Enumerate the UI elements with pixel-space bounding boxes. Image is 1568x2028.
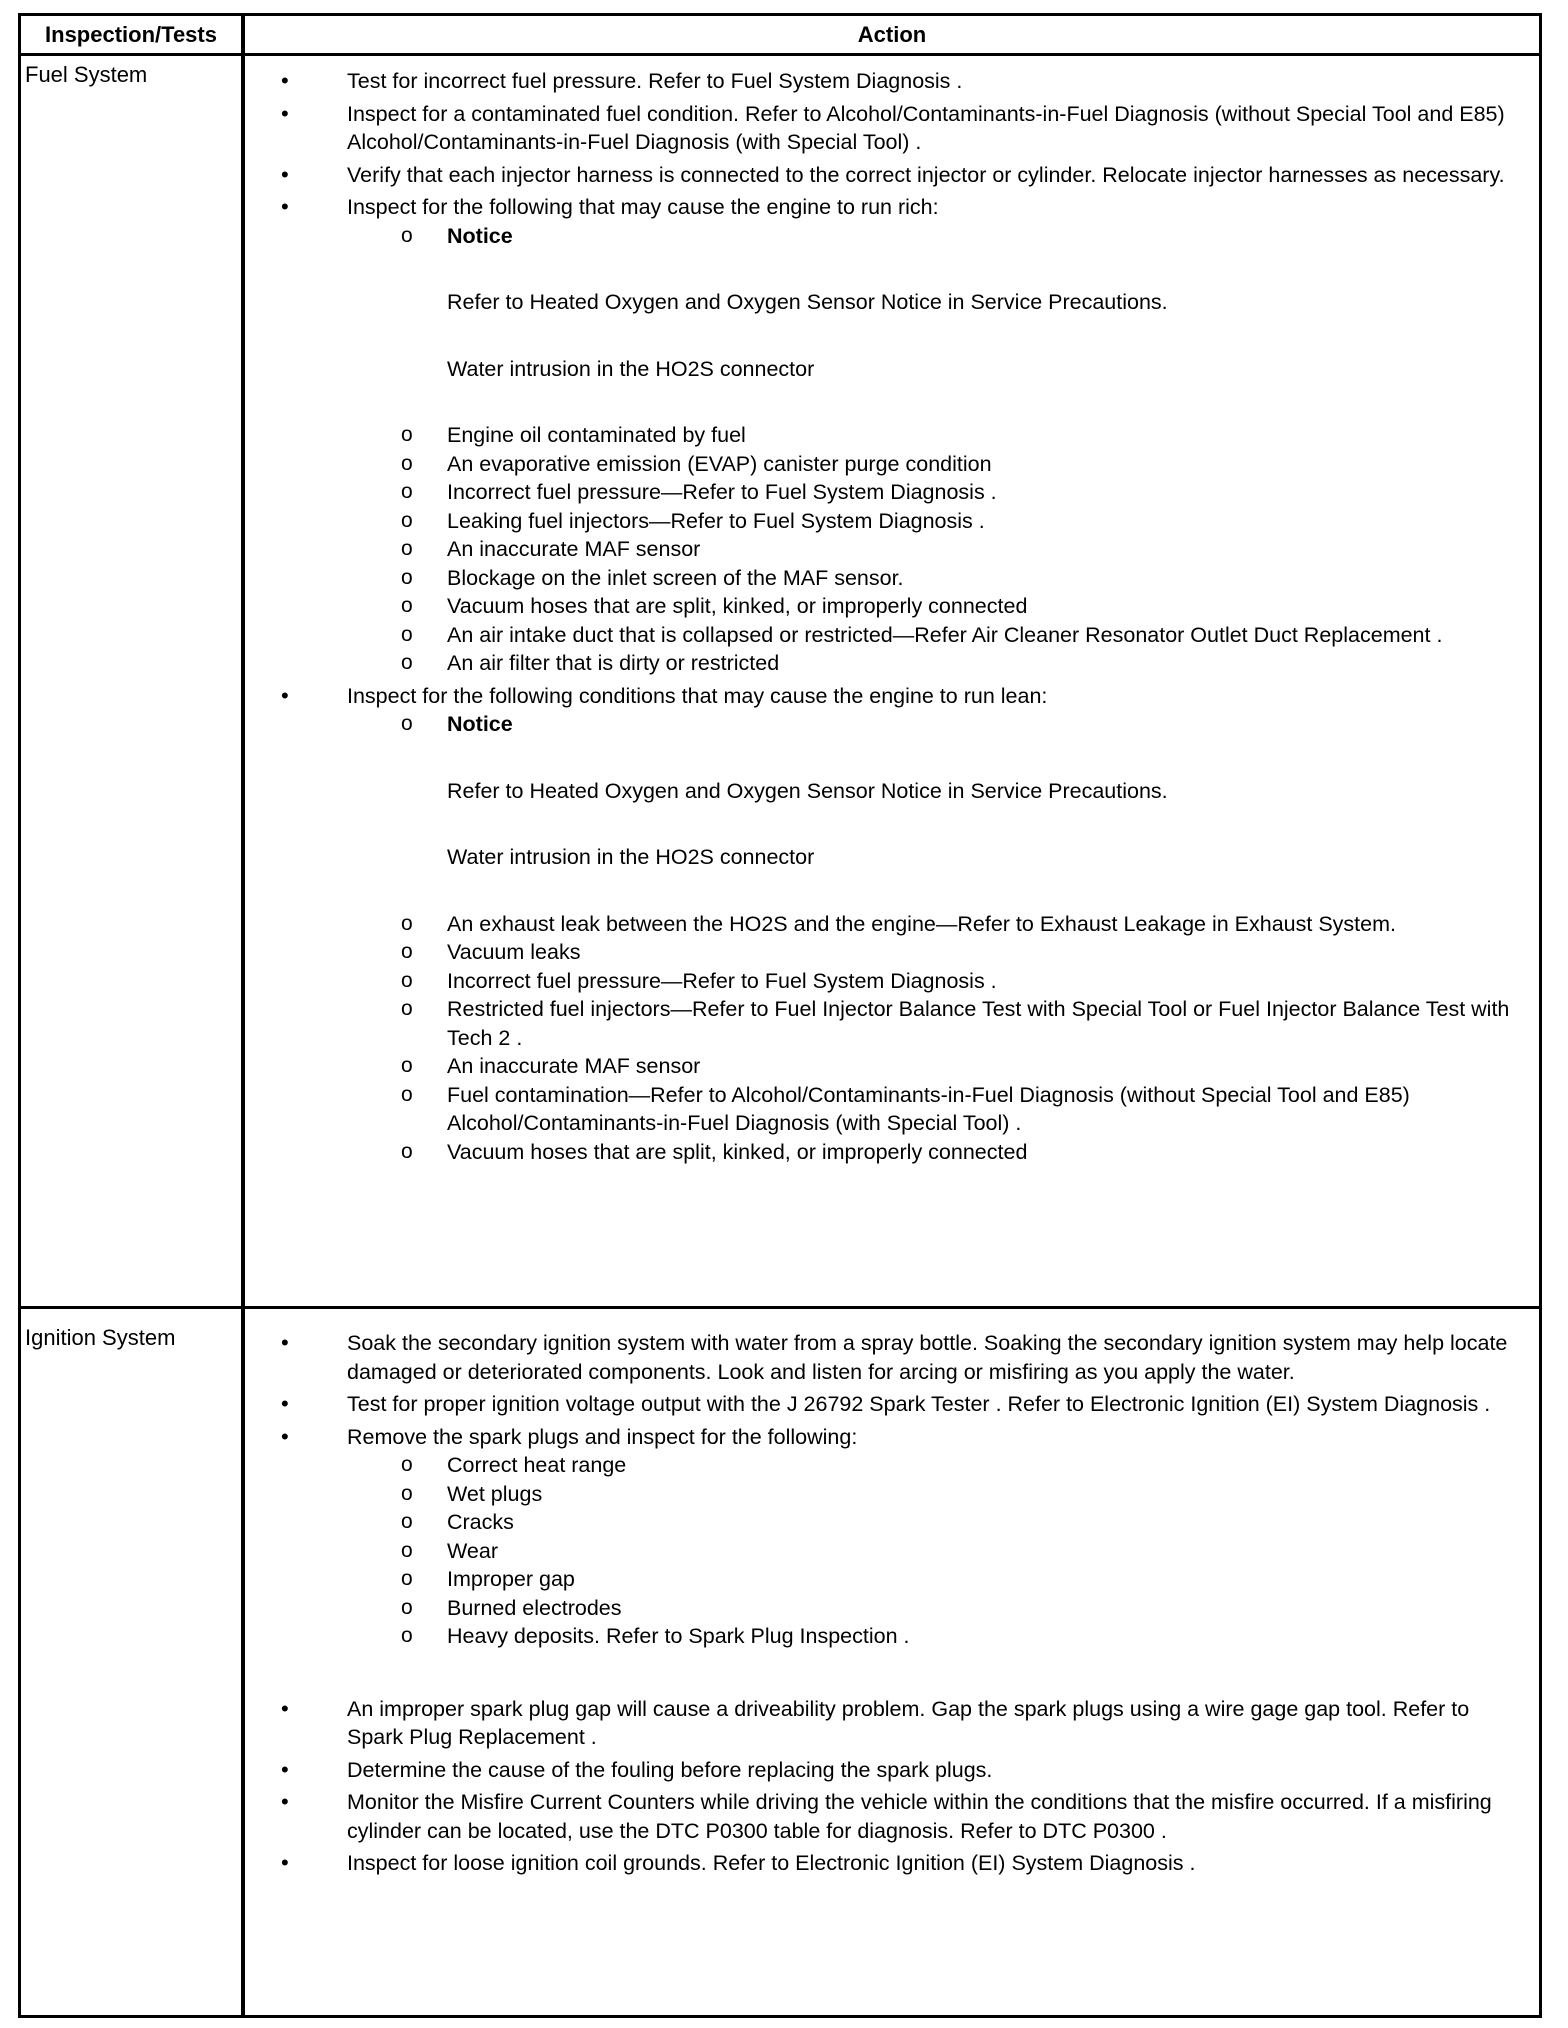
list-item: • Determine the cause of the fouling before replacing the spark plugs. — [281, 1756, 1531, 1785]
sub-list-item: o Incorrect fuel pressure—Refer to Fuel System Diagnosis . — [347, 478, 1531, 507]
sub-list-item: o An inaccurate MAF sensor — [347, 1052, 1531, 1081]
sub-list-item: o Wet plugs — [347, 1480, 1531, 1509]
run-rich-sublist — [347, 222, 1531, 678]
list-item-label: Inspect for the following that may cause the engine to run rich: — [347, 195, 939, 219]
sub-list-item: o Wear — [347, 1537, 1531, 1566]
sub-list-item: o Cracks — [347, 1508, 1531, 1537]
header-inspection-tests: Inspection/Tests — [45, 22, 217, 47]
notice-reference: Refer to Heated Oxygen and Oxygen Sensor Notice in Service Precautions. — [447, 778, 1168, 803]
list-item: • Test for proper ignition voltage output with the J 26792 Spark Tester . Refer to Electronic Ignition (EI) System Diagnosis . — [281, 1390, 1531, 1419]
notice-title: o Notice — [447, 223, 513, 248]
notice-title: o Notice — [447, 712, 513, 736]
sub-list-item: o Vacuum leaks — [347, 938, 1531, 967]
notice-item: Water intrusion in the HO2S connector — [447, 845, 815, 869]
list-item: • Inspect for a contaminated fuel condition. Refer to Alcohol/Contaminants-in-Fuel Diagnosis (without Special Tool and E85) Alcohol/Contaminants-in-Fuel Diagnosis (with Special Tool) . — [281, 100, 1531, 157]
sub-list-item: o Engine oil contaminated by fuel — [347, 421, 1531, 450]
sub-list-item: o An exhaust leak between the HO2S and the engine—Refer to Exhaust Leakage in Exhaust System. — [347, 910, 1531, 939]
list-item: • An improper spark plug gap will cause a driveability problem. Gap the spark plugs using a wire gage gap tool. Refer to Spark Plug Replacement . — [281, 1695, 1531, 1752]
list-item: • Inspect for loose ignition coil grounds. Refer to Electronic Ignition (EI) System Diagnosis . — [281, 1849, 1531, 1878]
column-divider — [241, 16, 245, 2015]
notice-block — [347, 222, 1531, 384]
fuel-system-actions — [281, 67, 1531, 1170]
sub-list-item: o An evaporative emission (EVAP) canister purge condition — [347, 450, 1531, 479]
run-lean-sublist — [347, 710, 1531, 1166]
sub-list-item: o Burned electrodes — [347, 1594, 1531, 1623]
sub-list-item: o Restricted fuel injectors—Refer to Fuel Injector Balance Test with Special Tool or Fuel Injector Balance Test with Tech 2 . — [347, 995, 1531, 1052]
list-item: • Test for incorrect fuel pressure. Refer to Fuel System Diagnosis . — [281, 67, 1531, 96]
sub-list-item: o Incorrect fuel pressure—Refer to Fuel System Diagnosis . — [347, 967, 1531, 996]
list-item-spark-plugs — [281, 1423, 1531, 1651]
list-item-run-rich — [281, 193, 1531, 678]
header-action: Action — [857, 22, 927, 47]
category-fuel-system: Fuel System — [25, 62, 148, 87]
sub-list-item: o Heavy deposits. Refer to Spark Plug Inspection . — [347, 1622, 1531, 1651]
row-divider — [21, 1306, 1539, 1309]
sub-list-item: o An inaccurate MAF sensor — [347, 535, 1531, 564]
sub-list-item: o An air intake duct that is collapsed or restricted—Refer Air Cleaner Resonator Outlet Duct Replacement . — [347, 621, 1531, 650]
list-item-label: Inspect for the following conditions that may cause the engine to run lean: — [347, 683, 1048, 708]
sub-list-item: o Leaking fuel injectors—Refer to Fuel System Diagnosis . — [347, 507, 1531, 536]
category-ignition-system: Ignition System — [25, 1325, 176, 1350]
sub-list-item: o Correct heat range — [347, 1451, 1531, 1480]
inspection-table — [18, 13, 1542, 2018]
notice-block — [347, 710, 1531, 872]
sub-list-item: o Improper gap — [347, 1565, 1531, 1594]
list-item-run-lean — [281, 682, 1531, 1167]
list-item: • Monitor the Misfire Current Counters while driving the vehicle within the conditions that the misfire occurred. If a misfiring cylinder can be located, use the DTC P0300 table for diagnosis. Refer to DTC P0300 . — [281, 1788, 1531, 1845]
list-item-label: Remove the spark plugs and inspect for the following: — [347, 1424, 858, 1449]
notice-reference: Refer to Heated Oxygen and Oxygen Sensor Notice in Service Precautions. — [447, 290, 1168, 314]
notice-item: Water intrusion in the HO2S connector — [447, 356, 815, 381]
ignition-system-actions — [281, 1329, 1531, 1882]
sub-list-item: o Vacuum hoses that are split, kinked, or improperly connected — [347, 592, 1531, 621]
sub-list-item: o Vacuum hoses that are split, kinked, or improperly connected — [347, 1138, 1531, 1167]
table-header-row — [21, 16, 1539, 56]
sub-list-item: o An air filter that is dirty or restricted — [347, 649, 1531, 678]
list-item: • Verify that each injector harness is connected to the correct injector or cylinder. Relocate injector harnesses as necessary. — [281, 161, 1531, 190]
list-item: • Soak the secondary ignition system with water from a spray bottle. Soaking the secondary ignition system may help locate damaged or deteriorated components. Look and listen for arcing or misfiring as you apply the water. — [281, 1329, 1531, 1386]
sub-list-item: o Fuel contamination—Refer to Alcohol/Contaminants-in-Fuel Diagnosis (without Special Tool and E85) Alcohol/Contaminants-in-Fuel Diagnosis (with Special Tool) . — [347, 1081, 1531, 1138]
spark-plug-sublist — [347, 1451, 1531, 1651]
sub-list-item: o Blockage on the inlet screen of the MAF sensor. — [347, 564, 1531, 593]
